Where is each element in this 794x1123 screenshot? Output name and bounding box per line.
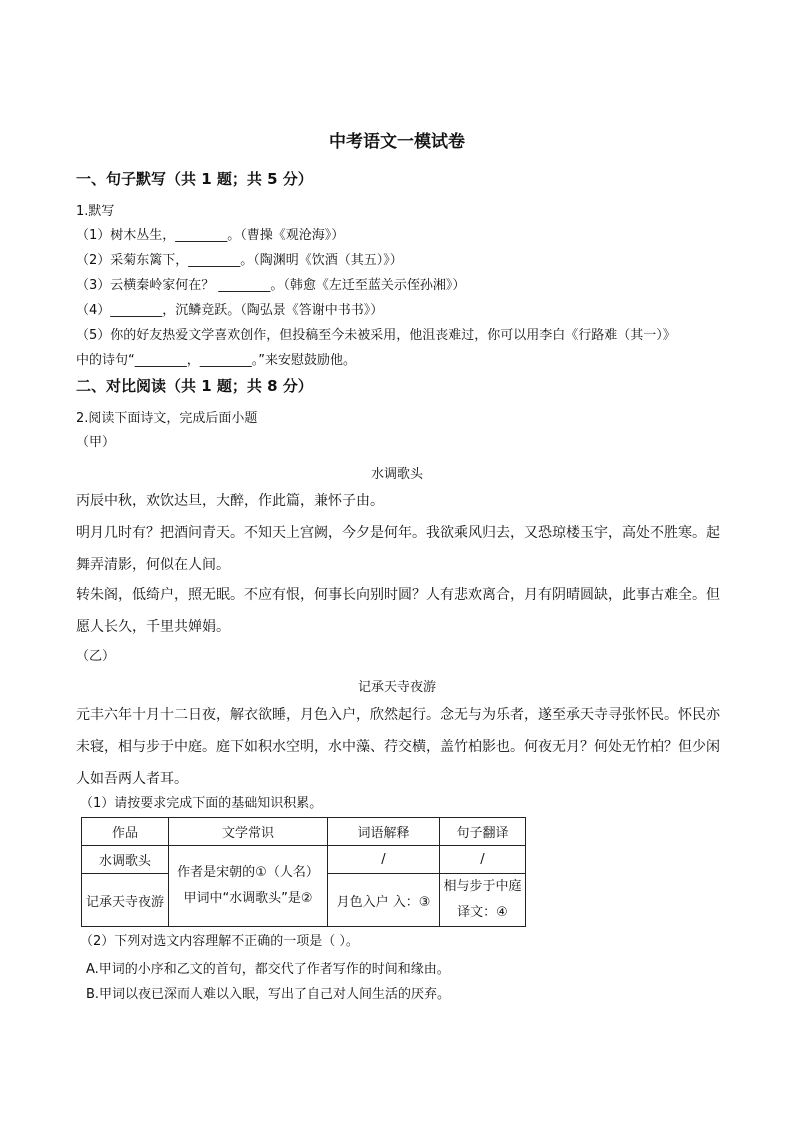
table-cell-slash: / — [440, 846, 526, 874]
knowledge-table — [81, 817, 526, 927]
table-cell-work: 记承天寺夜游 — [82, 874, 169, 927]
prose-title: 记承天寺夜游 — [357, 680, 436, 695]
table-header-cell: 作品 — [82, 818, 169, 846]
table-header-cell: 文学常识 — [169, 818, 328, 846]
poem-preface: 丙辰中秋，欢饮达旦，大醉，作此篇，兼怀子由。 — [76, 493, 384, 509]
table-row — [82, 846, 526, 874]
option-b: B.甲词以夜已深而人难以入眠，写出了自己对人间生活的厌弃。 — [86, 987, 451, 1002]
dictation-item: 中的诗句“________，________。”来安慰鼓励他。 — [76, 353, 356, 368]
prose-paragraph: 元丰六年十月十二日夜，解衣欲睡，月色入户，欣然起行。念无与为乐者，遂至承天寺寻张怀民。怀民亦未寝，相与步于中庭。庭下如积水空明，水中藻、荇交横，盖竹柏影也。何夜无月？何处无竹柏？但少闲人如吾两人者耳。 — [76, 707, 720, 787]
sub-question-1: （1）请按要求完成下面的基础知识积累。 — [80, 796, 323, 811]
table-cell-translation — [440, 874, 526, 927]
dictation-item: （3）云横秦岭家何在？ ________。（韩愈《左迁至蓝关示侄孙湘》） — [76, 278, 466, 293]
table-header-row — [82, 818, 526, 846]
table-cell-slash: / — [328, 846, 440, 874]
table-header-cell: 句子翻译 — [440, 818, 526, 846]
translation-line: 相与步于中庭 — [443, 879, 522, 894]
literature-line: 甲词中“水调歌头”是② — [183, 891, 313, 906]
table-header-cell: 词语解释 — [328, 818, 440, 846]
translation-line: 译文：④ — [457, 905, 508, 920]
poem-stanza: 转朱阁，低绮户，照无眠。不应有恨，何事长向别时圆？人有悲欢离合，月有阴晴圆缺，此事古难全。但愿人长久，千里共婵娟。 — [76, 587, 720, 635]
text-label-jia: （甲） — [76, 435, 116, 450]
table-cell-literature — [169, 846, 328, 927]
dictation-item: （4）________，沉鳞竞跃。（陶弘景《答谢中书书》） — [76, 303, 384, 318]
question-label-1: 1.默写 — [76, 204, 115, 219]
table-cell-work: 水调歌头 — [82, 846, 169, 874]
dictation-item: （2）采菊东篱下，________。（陶渊明《饮酒（其五）》） — [76, 253, 403, 268]
page-title: 中考语文一模试卷 — [329, 132, 465, 152]
section-heading-1: 一、句子默写（共 1 题；共 5 分） — [76, 170, 313, 188]
dictation-item: （1）树木丛生，________。（曹操《观沧海》） — [76, 228, 345, 243]
poem-stanza: 明月几时有？把酒问青天。不知天上宫阙，今夕是何年。我欲乘风归去，又恐琼楼玉宇，高处不胜寒。起舞弄清影，何似在人间。 — [76, 525, 720, 573]
sub-question-2: （2）下列对选文内容理解不正确的一项是（ ）。 — [80, 934, 359, 949]
section-heading-2: 二、对比阅读（共 1 题；共 8 分） — [76, 377, 313, 395]
dictation-item: （5）你的好友热爱文学喜欢创作，但投稿至今未被采用，他沮丧难过，你可以用李白《行路难（其一）》 — [76, 328, 676, 343]
question-label-2: 2.阅读下面诗文，完成后面小题 — [76, 411, 258, 426]
table-cell-word-explanation: 月色入户 入：③ — [328, 874, 440, 927]
poem-title: 水调歌头 — [370, 467, 423, 482]
literature-line: 作者是宋朝的①（人名） — [177, 865, 319, 880]
text-label-yi: （乙） — [76, 649, 116, 664]
option-a: A.甲词的小序和乙文的首句，都交代了作者写作的时间和缘由。 — [86, 962, 450, 977]
